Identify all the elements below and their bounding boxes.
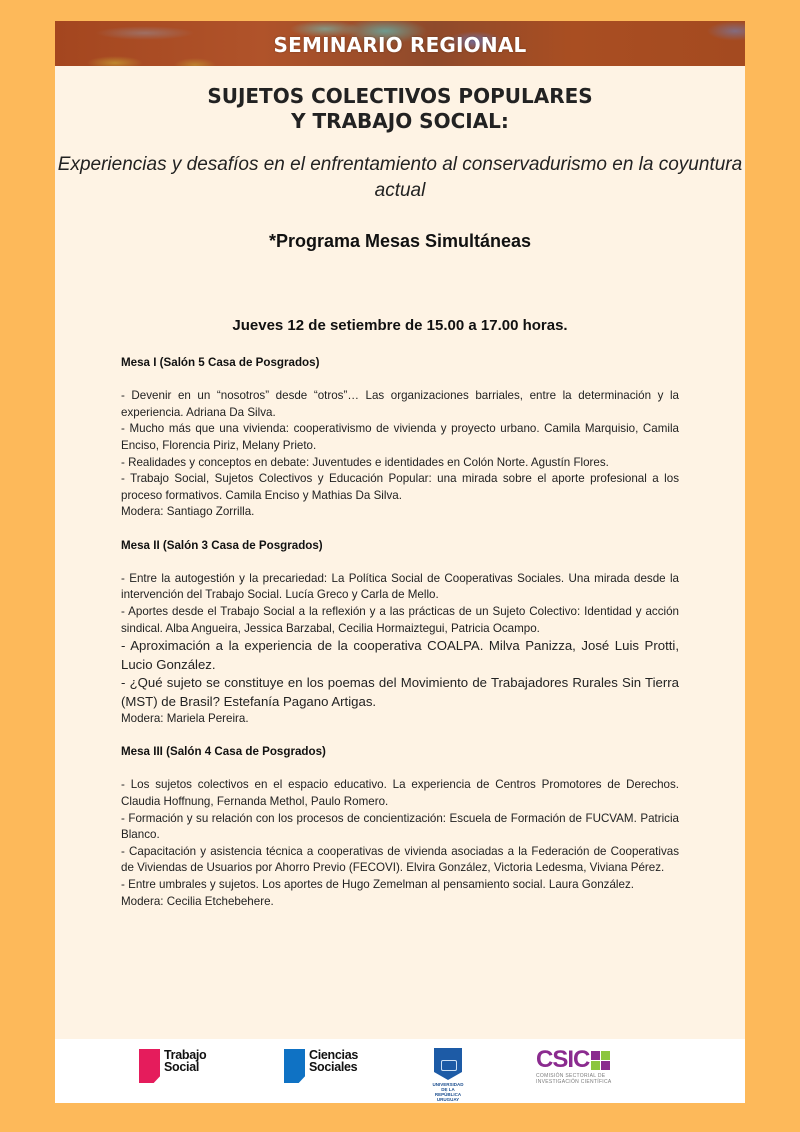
moderator: Modera: Santiago Zorrilla. (121, 505, 255, 519)
session-date: Jueves 12 de setiembre de 15.00 a 17.00 horas. (232, 317, 568, 334)
header-banner (55, 21, 745, 66)
trabajo-social-logo (139, 1049, 206, 1083)
logo-text-line: DE LA REPÚBLICA (434, 1087, 462, 1097)
moderator: Modera: Mariela Pereira. (121, 712, 249, 726)
logo-text-line: Social (164, 1060, 200, 1074)
mesa-3 (121, 744, 679, 910)
poster-panel (55, 21, 745, 1103)
ciencias-sociales-logo (284, 1049, 358, 1083)
main-title-line-1: SUJETOS COLECTIVOS POPULARES (207, 84, 593, 108)
logo-text-line: UNIVERSIDAD (432, 1082, 464, 1087)
talk-item: - Mucho más que una vivienda: cooperativismo de vivienda y proyecto urbano. Camila Marquisio, Camila Enciso, Florencia Piriz, Melany Prieto. (121, 422, 679, 452)
subtitle-line-1: Experiencias y desafíos en el enfrentamiento al conservadurismo en la coyuntura (57, 154, 743, 175)
mesa-title: Mesa II (Salón 3 Casa de Posgrados) (121, 538, 323, 552)
talk-item: - Los sujetos colectivos en el espacio educativo. La experiencia de Centros Promotores de Derechos. Claudia Hoffnung, Fernanda Methol, Paulo Romero. (121, 778, 679, 809)
talk-item: - Entre umbrales y sujetos. Los aportes de Hugo Zemelman al pensamiento social. Laura González. (121, 878, 634, 892)
csic-squares-icon (591, 1051, 610, 1070)
talk-item: - Aproximación a la experiencia de la cooperativa COALPA. Milva Panizza, José Luis Protti, Lucio González. (121, 638, 679, 672)
banner-title: SEMINARIO REGIONAL (273, 32, 527, 57)
ciencias-sociales-mark-icon (284, 1049, 305, 1083)
csic-wordmark: CSIC (536, 1046, 590, 1073)
logo-text-line: Trabajo (164, 1048, 207, 1062)
logo-text-line: INVESTIGACIÓN CIENTÍFICA (536, 1079, 612, 1085)
program-content (121, 355, 679, 927)
trabajo-social-mark-icon (139, 1049, 160, 1083)
mesa-1 (121, 355, 679, 521)
mesa-2 (121, 538, 679, 728)
talk-item: - Devenir en un “nosotros” desde “otros”… Las organizaciones barriales, entre la determinación y la experiencia. Adriana Da Silva. (121, 389, 679, 419)
talk-item: - Trabajo Social, Sujetos Colectivos y Educación Popular: una mirada sobre el aporte profesional a los proceso formativos. Camila Enciso y Mathias Da Silva. (121, 472, 679, 502)
logo-text-line: COMISIÓN SECTORIAL DE (536, 1073, 606, 1079)
logo-text-line: URUGUAY (436, 1097, 460, 1102)
logo-text-line: Ciencias (309, 1048, 359, 1062)
mesa-title: Mesa I (Salón 5 Casa de Posgrados) (121, 356, 320, 369)
moderator: Modera: Cecilia Etchebehere. (121, 894, 274, 908)
talk-item: - Aportes desde el Trabajo Social a la reflexión y a las prácticas de un Sujeto Colectivo: Identidad y acción sindical. Alba Angueira, Jessica Barzabal, Cecilia Hormaiztegui, Patricia Ocampo. (121, 604, 679, 635)
udelar-logo (428, 1048, 468, 1102)
talk-item: - ¿Qué sujeto se constituye en los poemas del Movimiento de Trabajadores Rurales Sin Tierra (MST) de Brasil? Estefanía Pagano Artigas. (121, 675, 679, 709)
talk-item: - Capacitación y asistencia técnica a cooperativas de vivienda asociadas a la Federación de Cooperativas de Viviendas de Usuarios por Ahorro Previo (FECOVI). Elvira González, Victoria Ledesma, Viviana Pérez. (121, 844, 679, 875)
sponsor-footer (55, 1039, 745, 1103)
program-heading: *Programa Mesas Simultáneas (268, 231, 532, 251)
csic-logo (536, 1046, 612, 1085)
mesa-title: Mesa III (Salón 4 Casa de Posgrados) (121, 745, 326, 759)
subtitle (55, 152, 745, 204)
main-title-line-2: Y TRABAJO SOCIAL: (291, 109, 509, 133)
talk-item: - Entre la autogestión y la precariedad: La Política Social de Cooperativas Sociales. Una mirada desde la intervención del Trabajo Social. Lucía Greco y Carla de Mello. (121, 571, 679, 602)
talk-item: - Realidades y conceptos en debate: Juventudes e identidades en Colón Norte. Agustín Flores. (121, 455, 609, 469)
talk-item: - Formación y su relación con los procesos de concientización: Escuela de Formación de FUCVAM. Patricia Blanco. (121, 811, 679, 842)
main-title (55, 84, 745, 134)
logo-text-line: Sociales (309, 1060, 358, 1074)
university-shield-icon (434, 1048, 462, 1080)
subtitle-line-2: actual (374, 180, 426, 201)
